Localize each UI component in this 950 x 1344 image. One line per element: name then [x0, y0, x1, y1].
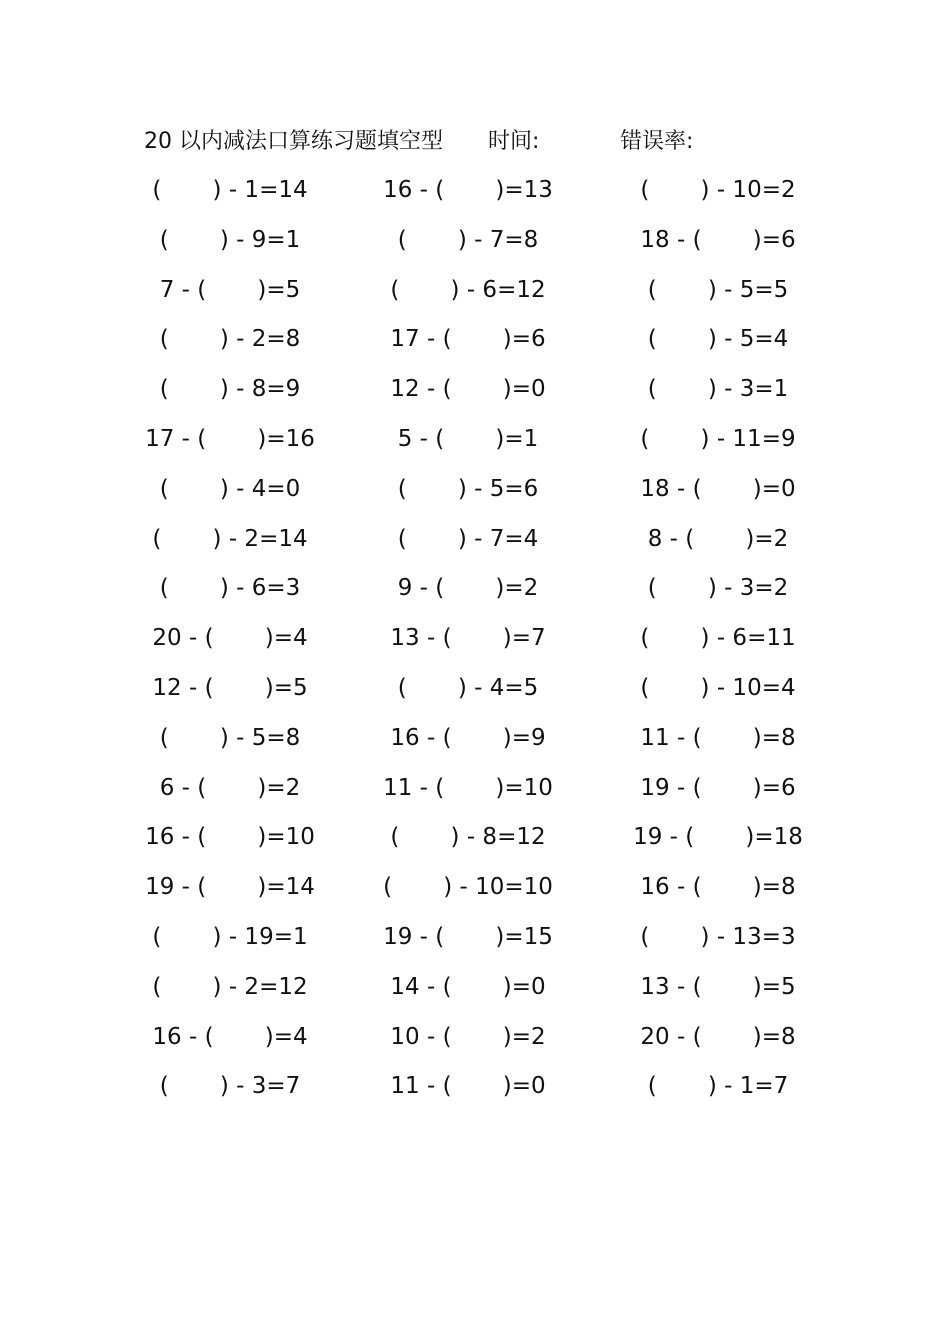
problem-item: 19 - ( )=15	[383, 923, 553, 950]
problem-grid	[0, 166, 950, 1112]
problem-row	[0, 564, 950, 614]
problem-item: ( ) - 5=5	[647, 276, 789, 303]
problem-row	[0, 1062, 950, 1112]
problem-item: ( ) - 8=9	[159, 376, 301, 403]
problem-row	[0, 365, 950, 415]
problem-row	[0, 664, 950, 714]
problem-item: 10 - ( )=2	[390, 1023, 546, 1050]
problem-item: ( ) - 5=6	[397, 475, 539, 502]
problem-item: 16 - ( )=4	[152, 1023, 308, 1050]
problem-row	[0, 863, 950, 913]
problem-row	[0, 315, 950, 365]
problem-item: ( ) - 10=2	[640, 177, 796, 203]
problem-item: ( ) - 3=2	[647, 575, 789, 602]
problem-item: 9 - ( )=2	[397, 575, 539, 602]
problem-item: 7 - ( )=5	[159, 276, 301, 303]
problem-item: ( ) - 2=12	[152, 973, 308, 1000]
problem-item: ( ) - 4=0	[159, 475, 301, 502]
problem-item: 12 - ( )=5	[152, 674, 308, 701]
problem-item: 8 - ( )=2	[647, 525, 789, 552]
problem-item: ( ) - 13=3	[640, 923, 796, 950]
problem-item: 5 - ( )=1	[397, 425, 539, 452]
problem-item: 19 - ( )=14	[145, 874, 315, 901]
problem-item: 20 - ( )=4	[152, 625, 308, 652]
worksheet-header	[144, 124, 824, 160]
problem-row	[0, 465, 950, 515]
problem-row	[0, 266, 950, 316]
problem-item: ( ) - 6=11	[640, 625, 796, 652]
time-label: 时间:	[488, 129, 540, 154]
problem-item: ( ) - 10=4	[640, 674, 796, 701]
problem-item: ( ) - 6=3	[159, 575, 301, 602]
problem-row	[0, 415, 950, 465]
problem-row	[0, 515, 950, 565]
problem-item: 11 - ( )=10	[383, 774, 553, 801]
problem-row	[0, 913, 950, 963]
problem-item: 16 - ( )=9	[390, 724, 546, 751]
problem-row	[0, 764, 950, 814]
worksheet-title: 20 以内减法口算练习题填空型	[144, 129, 443, 154]
problem-item: ( ) - 10=10	[383, 874, 553, 901]
problem-item: ( ) - 3=1	[647, 376, 789, 403]
problem-row	[0, 1013, 950, 1063]
problem-item: ( ) - 7=4	[397, 525, 539, 552]
error-rate-label: 错误率:	[620, 129, 694, 154]
problem-item: ( ) - 4=5	[397, 674, 539, 701]
problem-item: ( ) - 2=14	[152, 525, 308, 552]
problem-item: ( ) - 3=7	[159, 1073, 301, 1100]
problem-item: ( ) - 7=8	[397, 226, 539, 253]
problem-item: 11 - ( )=8	[640, 724, 796, 751]
problem-item: 16 - ( )=13	[383, 177, 553, 203]
problem-item: ( ) - 5=8	[159, 724, 301, 751]
problem-item: 18 - ( )=6	[640, 226, 796, 253]
problem-item: 19 - ( )=18	[633, 824, 803, 851]
problem-item: 17 - ( )=16	[145, 425, 315, 452]
problem-row	[0, 714, 950, 764]
problem-item: 16 - ( )=10	[145, 824, 315, 851]
problem-item: ( ) - 1=7	[647, 1073, 789, 1100]
problem-item: 20 - ( )=8	[640, 1023, 796, 1050]
problem-item: ( ) - 2=8	[159, 326, 301, 353]
problem-item: 18 - ( )=0	[640, 475, 796, 502]
problem-item: ( ) - 5=4	[647, 326, 789, 353]
problem-item: 14 - ( )=0	[390, 973, 546, 1000]
problem-item: ( ) - 19=1	[152, 923, 308, 950]
problem-item: ( ) - 6=12	[390, 276, 546, 303]
problem-item: 19 - ( )=6	[640, 774, 796, 801]
problem-item: ( ) - 9=1	[159, 226, 301, 253]
problem-item: 12 - ( )=0	[390, 376, 546, 403]
problem-row	[0, 166, 950, 216]
problem-row	[0, 963, 950, 1013]
problem-item: ( ) - 1=14	[152, 177, 308, 203]
problem-row	[0, 813, 950, 863]
problem-item: 13 - ( )=5	[640, 973, 796, 1000]
problem-item: 13 - ( )=7	[390, 625, 546, 652]
problem-row	[0, 216, 950, 266]
problem-item: 16 - ( )=8	[640, 874, 796, 901]
problem-item: ( ) - 8=12	[390, 824, 546, 851]
problem-item: 11 - ( )=0	[390, 1073, 546, 1100]
problem-item: 17 - ( )=6	[390, 326, 546, 353]
problem-item: ( ) - 11=9	[640, 425, 796, 452]
problem-item: 6 - ( )=2	[159, 774, 301, 801]
problem-row	[0, 614, 950, 664]
